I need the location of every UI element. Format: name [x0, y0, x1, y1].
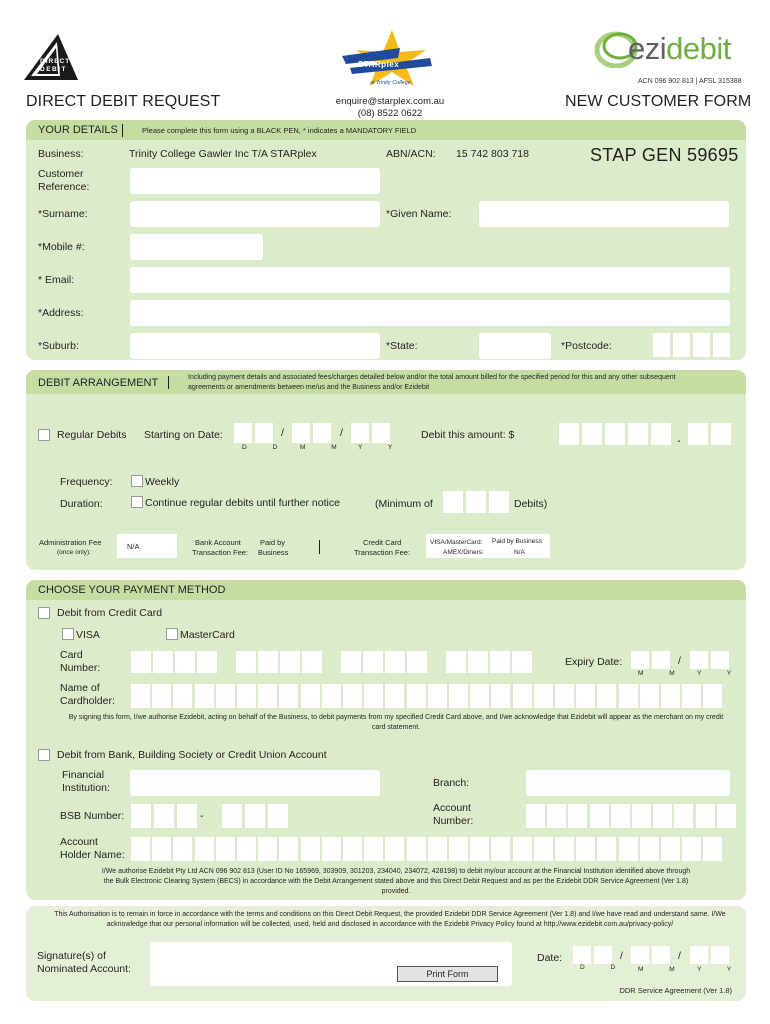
suburb-label: *Suburb: — [38, 340, 79, 352]
expiry-year-2[interactable] — [711, 651, 729, 669]
ezidebit-wordmark-ezi: ezi — [628, 31, 667, 66]
contact-phone: (08) 8522 0622 — [357, 108, 423, 119]
signature-date-label: Date: — [537, 952, 563, 964]
account-number-digit[interactable] — [547, 804, 566, 828]
payment-method-title: CHOOSE YOUR PAYMENT METHOD — [38, 584, 226, 596]
ezidebit-logo — [592, 28, 752, 68]
cardholder-letter[interactable] — [216, 684, 235, 708]
start-day-2[interactable] — [255, 423, 273, 443]
account-number-digit[interactable] — [674, 804, 693, 828]
account-holder-letter[interactable] — [682, 837, 701, 861]
signature-year-1[interactable] — [690, 946, 708, 964]
cardholder-letter[interactable] — [237, 684, 256, 708]
start-date-slash-1: / — [281, 427, 284, 439]
account-holder-letter[interactable] — [237, 837, 256, 861]
bank-account-checkbox[interactable] — [38, 749, 50, 761]
credit-card-option-label: Debit from Credit Card — [57, 607, 163, 619]
expiry-slash: / — [678, 655, 681, 667]
signature-date-slash-1: / — [620, 950, 623, 962]
account-holder-label: Account Holder Name: — [60, 836, 125, 861]
signature-dd-hint: D D — [580, 964, 628, 971]
cardholder-letter[interactable] — [576, 684, 595, 708]
branch-input[interactable] — [526, 770, 730, 796]
admin-fee-sublabel: (once only): — [57, 549, 91, 556]
postcode-digit-1[interactable] — [653, 333, 670, 357]
financial-institution-input[interactable] — [130, 770, 380, 796]
signature-month-1[interactable] — [631, 946, 649, 964]
debit-arrangement-title: DEBIT ARRANGEMENT — [38, 377, 159, 389]
postcode-digit-4[interactable] — [713, 333, 730, 357]
account-holder-letter[interactable] — [661, 837, 680, 861]
account-number-digit[interactable] — [696, 804, 715, 828]
ddr-version: DDR Service Agreement (Ver 1.8) — [619, 986, 732, 995]
business-label: Business: — [38, 148, 84, 160]
cardholder-letter[interactable] — [152, 684, 171, 708]
account-holder-letter[interactable] — [279, 837, 298, 861]
cardholder-letter[interactable] — [173, 684, 192, 708]
account-holder-letter[interactable] — [534, 837, 553, 861]
postcode-digit-2[interactable] — [673, 333, 690, 357]
starplex-logo-text: STARplex — [358, 60, 400, 69]
visa-checkbox[interactable] — [62, 628, 74, 640]
account-number-digit[interactable] — [653, 804, 672, 828]
starplex-logo-subtext: at Trinity College — [370, 80, 411, 86]
start-year-1[interactable] — [351, 423, 369, 443]
visa-mastercard-fee-value: Paid by Business — [492, 538, 542, 545]
minimum-debits-digit-2[interactable] — [466, 491, 486, 513]
start-year-2[interactable] — [372, 423, 390, 443]
bsb-digit-4[interactable] — [222, 804, 242, 828]
account-number-digit[interactable] — [526, 804, 545, 828]
account-holder-letter[interactable] — [385, 837, 404, 861]
given-name-input[interactable] — [479, 201, 729, 227]
signature-day-2[interactable] — [594, 946, 612, 964]
visa-label: VISA — [76, 629, 100, 641]
credit-card-checkbox[interactable] — [38, 607, 50, 619]
expiry-date-label: Expiry Date: — [565, 656, 623, 668]
surname-label: *Surname: — [38, 208, 88, 220]
card-digit[interactable] — [363, 651, 383, 673]
postcode-digit-3[interactable] — [693, 333, 710, 357]
account-holder-letter[interactable] — [555, 837, 574, 861]
card-digit[interactable] — [280, 651, 300, 673]
card-digit[interactable] — [153, 651, 173, 673]
cardholder-letter[interactable] — [619, 684, 638, 708]
fee-divider — [319, 540, 320, 554]
customer-reference-label: Customer Reference: — [38, 168, 90, 193]
bsb-digit-6[interactable] — [268, 804, 288, 828]
account-holder-letter[interactable] — [152, 837, 171, 861]
cardholder-letter[interactable] — [597, 684, 616, 708]
amount-digit-2[interactable] — [582, 423, 602, 445]
minimum-of-label: (Minimum of — [375, 498, 433, 510]
debit-arrangement-divider — [168, 376, 169, 389]
contact-email: enquire@starplex.com.au — [335, 96, 445, 107]
credit-card-fee-label: Credit Card — [363, 538, 402, 547]
customer-reference-code: STAP GEN 59695 — [590, 145, 739, 165]
bsb-digit-5[interactable] — [245, 804, 265, 828]
card-digit[interactable] — [175, 651, 195, 673]
admin-fee-label: Administration Fee — [39, 538, 102, 547]
starplex-logo — [340, 28, 440, 92]
cardholder-letter[interactable] — [195, 684, 214, 708]
amount-digit-4[interactable] — [628, 423, 648, 445]
admin-fee-box — [117, 534, 177, 558]
direct-debit-logo-line1: DIRECT — [40, 58, 71, 65]
email-input[interactable] — [130, 267, 730, 293]
cardholder-letter[interactable] — [534, 684, 553, 708]
bank-fee-sublabel: Transaction Fee: — [192, 548, 248, 557]
customer-reference-input[interactable] — [130, 168, 380, 194]
cardholder-letter[interactable] — [364, 684, 383, 708]
minimum-debits-digit-3[interactable] — [489, 491, 509, 513]
page-title-left: DIRECT DEBIT REQUEST — [26, 93, 221, 110]
abn-label: ABN/ACN: — [386, 148, 436, 160]
address-input[interactable] — [130, 300, 730, 326]
bsb-dash: - — [200, 810, 204, 822]
starting-on-label: Starting on Date: — [144, 429, 223, 441]
signature-label: Signature(s) of Nominated Account: — [37, 950, 131, 975]
signature-authorisation-text: This Authorisation is to remain in force in accordance with the terms and conditions on this Direct Debit Request, the provided Ezidebit DDR Service Agreement (Ver 1.8) and I/we have read and understand same. I/We acknowledge that our personal information will be collected, used, held and disclosed in accordance with the Ezidebit Privacy Policy found at http://www.ezidebit.com.au/privacy-policy/ — [54, 911, 726, 928]
continue-debits-checkbox[interactable] — [131, 496, 143, 508]
cardholder-letter[interactable] — [661, 684, 680, 708]
amount-decimal-point: . — [677, 429, 681, 445]
amex-fee-label: AMEX/Diners: — [443, 549, 484, 556]
account-number-digit[interactable] — [611, 804, 630, 828]
account-holder-letter[interactable] — [640, 837, 659, 861]
financial-institution-label: Financial Institution: — [62, 769, 110, 794]
expiry-month-2[interactable] — [652, 651, 670, 669]
suburb-input[interactable] — [130, 333, 380, 359]
minimum-debits-digit-1[interactable] — [443, 491, 463, 513]
amount-digit-3[interactable] — [605, 423, 625, 445]
bank-fee-value-2: Business — [258, 548, 289, 557]
address-label: *Address: — [38, 307, 84, 319]
regular-debits-label: Regular Debits — [57, 429, 127, 441]
regular-debits-checkbox[interactable] — [38, 429, 50, 441]
bsb-digit-3[interactable] — [177, 804, 197, 828]
account-number-digit[interactable] — [568, 804, 587, 828]
signature-date-slash-2: / — [678, 950, 681, 962]
mobile-input[interactable] — [130, 234, 263, 260]
cardholder-letter[interactable] — [258, 684, 277, 708]
start-date-slash-2: / — [340, 427, 343, 439]
cardholder-letter[interactable] — [449, 684, 468, 708]
cardholder-letter[interactable] — [470, 684, 489, 708]
amount-cents-1[interactable] — [688, 423, 708, 445]
amount-cents-2[interactable] — [711, 423, 731, 445]
start-date-dd-hint: D D — [242, 444, 290, 451]
card-number-label: Card Number: — [60, 649, 101, 674]
abn-value: 15 742 803 718 — [456, 148, 529, 160]
card-digit[interactable] — [407, 651, 427, 673]
email-label: * Email: — [38, 274, 75, 286]
credit-card-authorisation: By signing this form, I/we authorise Ezidebit, acting on behalf of the Business, to debit payments from my specified Credit Card above, and I/we acknowledge that Ezidebit will appear as the merchant on my credit card statement. — [68, 714, 724, 731]
cardholder-letter[interactable] — [428, 684, 447, 708]
card-digit[interactable] — [197, 651, 217, 673]
ezidebit-wordmark-debit: debit — [666, 31, 731, 66]
card-digit[interactable] — [512, 651, 532, 673]
given-name-label: *Given Name: — [386, 208, 452, 220]
acn-afsl: ACN 096 902 813 | AFSL 315388 — [638, 78, 742, 85]
expiry-yy-hint: Y Y — [697, 670, 744, 677]
visa-mastercard-fee-label: VISA/MasterCard: — [430, 539, 483, 546]
mastercard-checkbox[interactable] — [166, 628, 178, 640]
start-month-1[interactable] — [292, 423, 310, 443]
state-label: *State: — [386, 340, 418, 352]
mobile-label: *Mobile #: — [38, 241, 85, 253]
cardholder-letter[interactable] — [640, 684, 659, 708]
account-holder-letter[interactable] — [322, 837, 341, 861]
account-holder-letter[interactable] — [703, 837, 722, 861]
branch-label: Branch: — [433, 777, 470, 789]
state-input[interactable] — [479, 333, 551, 359]
amount-digit-5[interactable] — [651, 423, 671, 445]
account-number-digit[interactable] — [632, 804, 651, 828]
business-value: Trinity College Gawler Inc T/A STARplex — [129, 148, 317, 160]
account-holder-letter[interactable] — [131, 837, 150, 861]
account-number-label: Account Number: — [433, 802, 474, 827]
mastercard-label: MasterCard — [180, 629, 235, 641]
account-holder-letter[interactable] — [173, 837, 192, 861]
bank-fee-label: Bank Account — [195, 538, 241, 547]
card-digit[interactable] — [468, 651, 488, 673]
cardholder-letter[interactable] — [682, 684, 701, 708]
card-digit[interactable] — [490, 651, 510, 673]
start-date-yy-hint: Y Y — [358, 444, 405, 451]
account-holder-letter[interactable] — [195, 837, 214, 861]
account-holder-letter[interactable] — [619, 837, 638, 861]
cardholder-letter[interactable] — [491, 684, 510, 708]
frequency-label: Frequency: — [60, 476, 113, 488]
account-holder-letter[interactable] — [449, 837, 468, 861]
start-day-1[interactable] — [234, 423, 252, 443]
cardholder-letter[interactable] — [279, 684, 298, 708]
your-details-divider — [122, 124, 123, 137]
account-holder-letter[interactable] — [407, 837, 426, 861]
signature-month-2[interactable] — [652, 946, 670, 964]
your-details-title — [38, 124, 118, 136]
card-digit[interactable] — [236, 651, 256, 673]
signature-mm-hint: M M — [638, 966, 687, 973]
weekly-checkbox[interactable] — [131, 475, 143, 487]
signature-yy-hint: Y Y — [697, 966, 744, 973]
amount-digit-1[interactable] — [559, 423, 579, 445]
cardholder-letter[interactable] — [513, 684, 532, 708]
account-holder-letter[interactable] — [491, 837, 510, 861]
bsb-number-label: BSB Number: — [60, 810, 125, 822]
account-holder-letter[interactable] — [576, 837, 595, 861]
account-number-digit[interactable] — [717, 804, 736, 828]
card-digit[interactable] — [131, 651, 151, 673]
bank-account-option-label: Debit from Bank, Building Society or Credit Union Account — [57, 749, 327, 761]
start-month-2[interactable] — [313, 423, 331, 443]
your-details-title-text: YOUR DETAILS — [38, 124, 118, 136]
cardholder-letter[interactable] — [131, 684, 150, 708]
bsb-digit-2[interactable] — [154, 804, 174, 828]
ezidebit-wordmark — [628, 32, 731, 66]
print-form-button[interactable]: Print Form — [397, 966, 498, 982]
card-digit[interactable] — [302, 651, 322, 673]
account-holder-letter[interactable] — [470, 837, 489, 861]
cardholder-letter[interactable] — [343, 684, 362, 708]
amex-fee-value: N/A — [514, 549, 525, 556]
account-holder-letter[interactable] — [513, 837, 532, 861]
account-number-digit[interactable] — [590, 804, 609, 828]
duration-label: Duration: — [60, 498, 103, 510]
card-digit[interactable] — [341, 651, 361, 673]
card-digit[interactable] — [385, 651, 405, 673]
your-details-note: Please complete this form using a BLACK PEN, * indicates a MANDATORY FIELD — [142, 126, 417, 135]
expiry-year-1[interactable] — [690, 651, 708, 669]
account-holder-letter[interactable] — [216, 837, 235, 861]
cardholder-letter[interactable] — [301, 684, 320, 708]
account-holder-letter[interactable] — [258, 837, 277, 861]
cardholder-letter[interactable] — [407, 684, 426, 708]
account-holder-letter[interactable] — [597, 837, 616, 861]
bank-fee-value-1: Paid by — [260, 538, 286, 547]
credit-card-fee-sublabel: Transaction Fee: — [354, 548, 410, 557]
debit-amount-label: Debit this amount: $ — [421, 429, 515, 441]
start-date-mm-hint: M M — [300, 444, 349, 451]
debits-label: Debits) — [514, 498, 548, 510]
cardholder-letter[interactable] — [703, 684, 722, 708]
admin-fee-value: N/A — [127, 542, 140, 551]
account-holder-letter[interactable] — [428, 837, 447, 861]
cardholder-letter[interactable] — [555, 684, 574, 708]
surname-input[interactable] — [130, 201, 380, 227]
continue-debits-label: Continue regular debits until further notice — [145, 497, 340, 509]
account-holder-letter[interactable] — [343, 837, 362, 861]
signature-day-1[interactable] — [573, 946, 591, 964]
cardholder-letter[interactable] — [385, 684, 404, 708]
debit-arrangement-note: Including payment details and associated fees/charges detailed below and/or the total amount billed for the specified period for this and any other subsequent agreements or amendments between me/us and the Business and/or Ezidebit — [188, 374, 676, 391]
direct-debit-logo-line2: DEBIT — [40, 66, 67, 73]
cardholder-label: Name of Cardholder: — [60, 682, 115, 707]
card-digit[interactable] — [446, 651, 466, 673]
expiry-month-1[interactable] — [631, 651, 649, 669]
page-title-right: NEW CUSTOMER FORM — [565, 93, 752, 110]
direct-debit-logo — [22, 32, 80, 86]
account-holder-letter[interactable] — [301, 837, 320, 861]
expiry-mm-hint: M M — [638, 670, 687, 677]
account-holder-letter[interactable] — [364, 837, 383, 861]
postcode-label: *Postcode: — [561, 340, 612, 352]
bsb-digit-1[interactable] — [131, 804, 151, 828]
cardholder-letter[interactable] — [322, 684, 341, 708]
weekly-label: Weekly — [145, 476, 180, 488]
bank-authorisation: I/We authorise Ezidebit Pty Ltd ACN 096 902 813 (User ID No 165969, 303909, 301203, 234040, 234072, 428198) to debit my/our account at the Financial Institution identified above through the Bulk Electronic Clearing System (BECS) in accordance with the Debit Arrangement stated above and this Direct Debit Request and as per the Ezidebit DDR Service Agreement (Ver 1.8) provided. — [101, 868, 691, 895]
signature-year-2[interactable] — [711, 946, 729, 964]
card-digit[interactable] — [258, 651, 278, 673]
